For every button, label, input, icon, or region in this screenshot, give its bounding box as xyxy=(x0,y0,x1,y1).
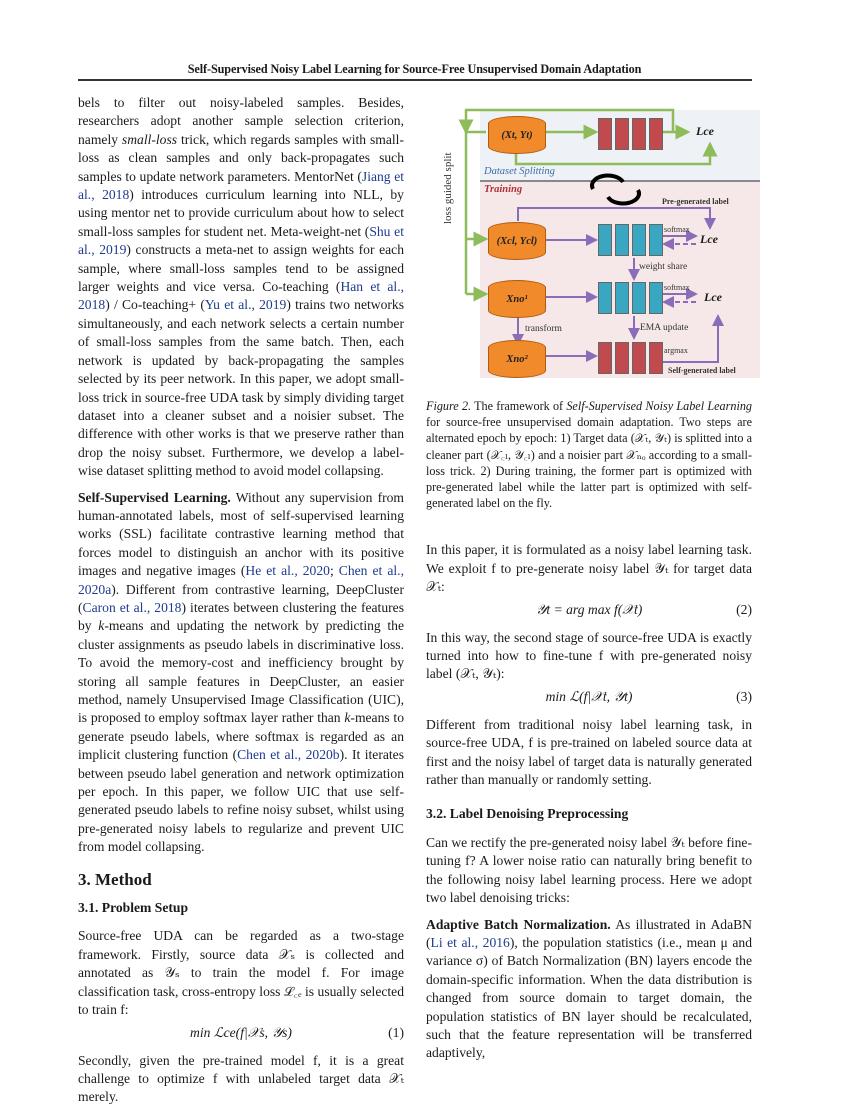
formulation-paragraph: In this paper, it is formulated as a noisy label learning task. We exploit f to pre-generate noisy label 𝒴ₜ for target data 𝒳ₜ: xyxy=(426,542,752,595)
denoising-intro-paragraph: Can we rectify the pre-generated noisy label 𝒴ₜ before fine-tuning f? A lower noise ratio can naturally bring benefit to the following noisy label learning process. Here we adopt two label denoising tricks: xyxy=(426,834,752,906)
weight-share-label: weight share xyxy=(639,262,688,272)
right-column xyxy=(426,398,752,1063)
softmax-label: softmax xyxy=(664,225,690,234)
equation-3 xyxy=(426,688,752,710)
clean-data-cylinder: (Xcl, Ycl) xyxy=(488,222,546,260)
related-work-nll-paragraph: bels to filter out noisy-labeled samples. Besides, researchers adopt another sample selection criterion, namely small-loss trick, which regards samples with small-loss as clean samples and only back-propagates such samples to update network parameters. MentorNet (Jiang et al., 2018) introduces curriculum learning into NLL, by using mentor net to provide curriculum about how to select small-loss samples for student net. Meta-weight-net (Shu et al., 2019) constructs a meta-net to assign weights for each sample, where small-loss samples tend to be assigned larger weights and vice versa. Co-teaching (Han et al., 2018) / Co-teaching+ (Yu et al., 2019) trains two networks simultaneously, and each network selects a certain number of small-loss samples from the same batch. Then, each network is updated by back-propagating the samples selected by its peer network. In this paper, we adopt small-loss trick in source-free UDA task by simply dividing target dataset into a cleaner subset and a noisier subset. The difference with other works is that we preserve rather than drop the noisy subset. Furthermore, we develop a label-wise dataset splitting method to avoid model collapsing. xyxy=(78,95,405,479)
figure-label: Figure 2. xyxy=(426,399,472,413)
runin-heading: Adaptive Batch Normalization. xyxy=(426,916,611,932)
difference-paragraph: Different from traditional noisy label learning task, in source-free UDA, f is pre-trained on labeled source data at first and the noisy label of target data is naturally generated rather than manually or randomly setting. xyxy=(426,716,752,788)
network-layer-block xyxy=(632,342,646,374)
left-column xyxy=(78,94,404,1107)
loss-guided-split-label: loss guided split xyxy=(442,152,454,224)
network-layer-block xyxy=(615,118,629,150)
problem-setup-paragraph-2: Secondly, given the pre-trained model f, it is a great challenge to optimize f with unlabeled target data 𝒳ₜ merely. xyxy=(78,1052,404,1105)
citation-link[interactable]: Shu et al., 2019 xyxy=(78,223,404,258)
network-layer-block xyxy=(632,224,646,256)
citation-link[interactable]: Jiang et al., 2018 xyxy=(78,168,405,203)
adabn-paragraph: Adaptive Batch Normalization. As illustrated in AdaBN (Li et al., 2016), the population statistics (i.e., mean μ and variance σ) of Batch Normalization (BN) layers encode the domain-specific information. When the data distribution is changed from source domain to target domain, the population statistics of BN layer should be recalculated, such that the feature representation will be transferred adaptively, xyxy=(426,916,752,1061)
equation-1 xyxy=(78,1024,404,1046)
running-title: Self-Supervised Noisy Label Learning for Source-Free Unsupervised Domain Adaptation xyxy=(187,62,642,76)
runin-heading: Self-Supervised Learning. xyxy=(78,489,231,505)
citation-link[interactable]: Chen et al., 2020a xyxy=(78,563,404,597)
argmax-label: argmax xyxy=(664,346,688,355)
dataset-splitting-label: Dataset Splitting xyxy=(484,166,555,177)
pregenerated-label-text: Pre-generated label xyxy=(662,197,729,206)
header-rule xyxy=(78,79,752,81)
loss-ce-label: Lce xyxy=(696,124,714,138)
network-layer-block xyxy=(598,342,612,374)
equation-expr: min ℒce(f|𝒳s, 𝒴s) xyxy=(190,1024,292,1040)
citation-link[interactable]: Chen et al., 2020b xyxy=(237,747,340,763)
ema-update-label: EMA update xyxy=(640,323,689,333)
transform-label: transform xyxy=(525,324,562,334)
citation-link[interactable]: Li et al., 2016 xyxy=(430,934,510,950)
subsection-heading: 3.2. Label Denoising Preprocessing xyxy=(426,806,629,822)
network-layer-block xyxy=(649,224,663,256)
section-heading: 3. Method xyxy=(78,869,152,889)
network-layer-block xyxy=(615,282,629,314)
equation-2 xyxy=(426,601,752,623)
network-layer-block xyxy=(615,224,629,256)
subsection-heading: 3.1. Problem Setup xyxy=(78,900,189,916)
second-stage-paragraph: In this way, the second stage of source-free UDA is exactly turned into how to fine-tune f with pre-generated noisy label (𝒳ₜ, 𝒴ₜ): xyxy=(426,629,752,682)
network-layer-block xyxy=(649,282,663,314)
self-supervised-learning-paragraph: Self-Supervised Learning. Without any supervision from human-annotated labels, most of self-supervised learning works (SSL) facilitate contrastive learning method that forces model to distinguish an anchor with its positive images and negative images (He et al., 2020; Chen et al., 2020a). Different from contrastive learning, DeepCluster (Caron et al., 2018) iterates between clustering the features by k-means and updating the network by predicting the cluster assignments as pseudo labels in discriminative loss. To avoid the memory-cost and inefficiency brought by storing all sample features in DeepCluster, an easier method, namely Unsupervised Image Classification (UIC), is proposed to employ softmax layer rather than k-means to generate pseudo labels, where softmax is regarded as an implicit clustering function (Chen et al., 2020b). It iterates between pseudo label generation and network optimization per epoch. In this paper, we follow UIC that use self-generated pseudo labels to refine noisy subset, whilst using pre-generated noisy labels to regularize and prevent UIC from model collapsing. xyxy=(78,489,405,855)
equation-number: (3) xyxy=(736,688,752,704)
network-layer-block xyxy=(632,118,646,150)
noisy-data-2-cylinder: Xno² xyxy=(488,340,546,378)
training-label: Training xyxy=(484,184,523,195)
figure-caption: Figure 2. The framework of Self-Supervised Noisy Label Learning for source-free unsupervised domain adaptation. Two steps are alternated epoch by epoch: 1) Target data (𝒳ₜ, 𝒴ₜ) is splitted into a cleaner part (𝒳꜀ₗ, 𝒴꜀ₗ) and a noisier part 𝒳ₙₒ according to a small-loss trick. 2) During training, the former part is optimized with pre-generated label while the latter part is optimized with self-generated label on the fly. xyxy=(426,399,753,511)
selfgenerated-label-text: Self-generated label xyxy=(668,366,736,375)
network-layer-block xyxy=(649,342,663,374)
network-layer-block xyxy=(598,118,612,150)
equation-expr: 𝒴t = arg max f(𝒳t) xyxy=(535,601,643,617)
equation-number: (2) xyxy=(736,601,752,617)
citation-link[interactable]: Caron et al., 2018 xyxy=(82,599,182,615)
network-layer-block xyxy=(598,282,612,314)
network-layer-block xyxy=(649,118,663,150)
softmax-label: softmax xyxy=(664,283,690,292)
equation-expr: min ℒ(f|𝒳t, 𝒴t) xyxy=(545,688,633,704)
noisy-data-1-cylinder: Xno¹ xyxy=(488,280,546,318)
problem-setup-paragraph: Source-free UDA can be regarded as a two-stage framework. Firstly, source data 𝒳ₛ is collected and annotated as 𝒴ₛ to train the model f. For image classification task, cross-entropy loss ℒ꜀ₑ is usually selected to train f: xyxy=(78,928,404,1018)
loss-ce-label: Lce xyxy=(704,290,722,304)
loss-ce-label: Lce xyxy=(700,232,718,246)
citation-link[interactable]: Yu et al., 2019 xyxy=(204,297,287,313)
network-layer-block xyxy=(615,342,629,374)
equation-number: (1) xyxy=(388,1024,404,1040)
network-layer-block xyxy=(598,224,612,256)
target-data-cylinder: (Xt, Yt) xyxy=(488,116,546,154)
network-layer-block xyxy=(632,282,646,314)
citation-link[interactable]: He et al., 2020 xyxy=(245,563,330,579)
figure-2-framework-diagram xyxy=(428,104,758,384)
citation-link[interactable]: Han et al., 2018 xyxy=(78,279,404,313)
